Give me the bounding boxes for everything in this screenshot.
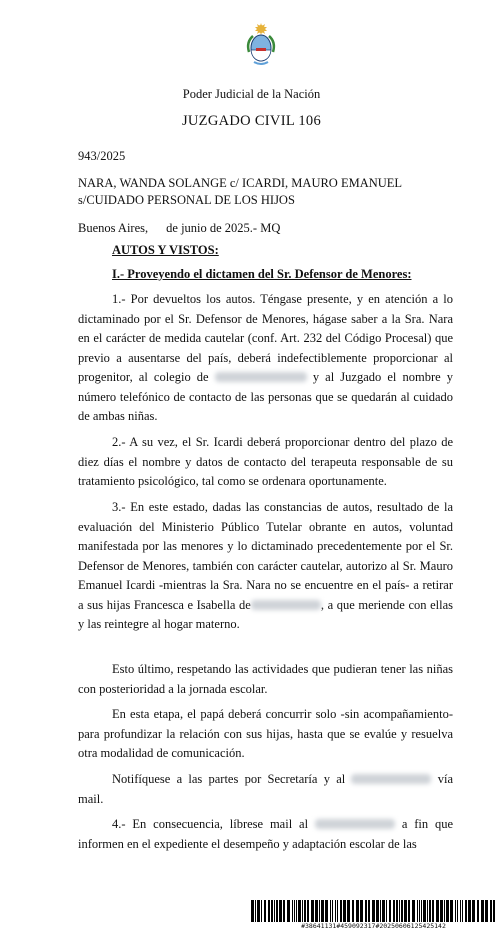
barcode-bar — [304, 900, 306, 922]
barcode-bar — [307, 900, 309, 922]
barcode-bar — [292, 900, 293, 922]
barcode-bar — [325, 900, 328, 922]
case-number: 943/2025 — [78, 149, 126, 163]
barcode-bar — [436, 900, 439, 922]
barcode-bar — [311, 900, 314, 922]
barcode-bar — [372, 900, 375, 922]
date-place: Buenos Aires, — [78, 221, 149, 235]
court-name: Poder Judicial de la Nación — [182, 87, 321, 101]
paragraph-5 — [78, 705, 453, 764]
paragraph-4-text: Esto último, respetando las actividades que pudieran tener las niñas con posterioridad a la jornada escolar. — [78, 662, 453, 696]
document-barcode — [251, 900, 496, 922]
barcode-bar — [404, 900, 407, 922]
barcode-bar — [399, 900, 400, 922]
barcode-bar — [330, 900, 331, 922]
barcode-bar — [296, 900, 297, 922]
barcode-bar — [347, 900, 350, 922]
argentina-coat-of-arms-icon — [244, 22, 278, 66]
barcode-bar — [264, 900, 266, 922]
paragraph-7-text-b: a fin que informen en el expediente el desempeño y adaptación escolar de las — [78, 817, 454, 851]
paragraph-5-text: En esta etapa, el papá deberá concurrir solo -sin acompañamiento- para profundizar la relación con sus hijas, hasta que se evalúe y resuelva otra modalidad de comunicación. — [78, 707, 453, 760]
barcode-bar — [389, 900, 391, 922]
barcode-bar — [315, 900, 318, 922]
date-text: de junio de 2025.- MQ — [166, 221, 281, 235]
barcode-bar — [271, 900, 273, 922]
caratula-line-2: s/CUIDADO PERSONAL DE LOS HIJOS — [78, 193, 295, 207]
barcode-bar — [382, 900, 385, 922]
barcode-bar — [343, 900, 346, 922]
paragraph-1-text-b: y al Juzgado el nombre y número telefónico de contacto de las personas que se quedarán al cuidado de ambas niñas. — [78, 370, 454, 423]
barcode-bar — [465, 900, 467, 922]
redacted-school-name — [251, 600, 321, 610]
barcode-bar — [352, 900, 354, 922]
paragraph-3-text-b: , a que meriende con ellas y las reintegre al hogar materno. — [78, 597, 453, 631]
barcode-bar — [481, 900, 484, 922]
paragraph-6-text-b: vía mail. — [78, 772, 454, 806]
barcode-bar — [365, 900, 367, 922]
paragraph-6 — [78, 770, 453, 809]
paragraph-1-text-a: 1.- Por devueltos los autos. Téngase presente, y en atención a lo dictaminado por el Sr. Defensor de Menores, hágase saber a la Sra. Nara en el carácter de medida cautelar (conf. Art. 232 del Código Procesal) que previo a ausentarse del país, deberá indefectiblemente proporcionar al progenitor, al colegio de — [78, 292, 453, 384]
barcode-bar — [446, 900, 449, 922]
barcode-bar — [490, 900, 492, 922]
barcode-bar — [376, 900, 379, 922]
barcode-bar — [276, 900, 278, 922]
barcode-bar — [419, 900, 420, 922]
barcode-bar — [412, 900, 415, 922]
barcode-bar — [321, 900, 324, 922]
paragraph-2 — [78, 433, 453, 492]
barcode-bar — [386, 900, 387, 922]
barcode-bar — [485, 900, 488, 922]
paragraph-6-text-a: Notifíquese a las partes por Secretaría y al — [112, 772, 346, 786]
barcode-bar — [335, 900, 336, 922]
barcode-bar — [360, 900, 363, 922]
barcode-bar — [340, 900, 342, 922]
barcode-bar — [432, 900, 434, 922]
barcode-bar — [255, 900, 256, 922]
barcode-bar — [283, 900, 285, 922]
barcode-bar — [401, 900, 403, 922]
barcode-bar — [337, 900, 338, 922]
date-line — [78, 221, 280, 236]
paragraph-2-text: 2.- A su vez, el Sr. Icardi deberá proporcionar dentro del plazo de diez días el nombre y datos de contacto del terapeuta responsable de su tratamiento psicológico, tal como se ordenara oportunamente. — [78, 435, 453, 488]
juzgado-title: JUZGADO CIVIL 106 — [181, 113, 322, 129]
paragraph-3 — [78, 498, 453, 635]
redacted-school-name — [351, 774, 431, 784]
barcode-bar — [493, 900, 495, 922]
barcode-bar — [457, 900, 458, 922]
barcode-bar — [455, 900, 456, 922]
paragraph-4 — [78, 660, 453, 699]
section-1-heading: I.- Proveyendo el dictamen del Sr. Defensor de Menores: — [112, 267, 412, 281]
barcode-bar — [261, 900, 262, 922]
redacted-school-name — [315, 819, 395, 829]
barcode-bar — [444, 900, 445, 922]
barcode-bar — [319, 900, 320, 922]
barcode-bar — [294, 900, 295, 922]
barcode-bar — [462, 900, 463, 922]
barcode-bar — [274, 900, 275, 922]
barcode-bar — [393, 900, 395, 922]
barcode-bar — [408, 900, 410, 922]
barcode-bar — [468, 900, 471, 922]
barcode-bar — [472, 900, 475, 922]
caratula-line-1: NARA, WANDA SOLANGE c/ ICARDI, MAURO EMANUEL — [78, 176, 403, 190]
autos-heading: AUTOS Y VISTOS: — [112, 243, 219, 257]
barcode-bar — [356, 900, 359, 922]
barcode-bar — [417, 900, 418, 922]
barcode-bar — [450, 900, 453, 922]
barcode-number: #38641131#459092317#20250606125425142 — [301, 922, 446, 930]
paragraph-1 — [78, 290, 453, 427]
barcode-bar — [298, 900, 301, 922]
barcode-bar — [477, 900, 479, 922]
barcode-bar — [332, 900, 333, 922]
barcode-bar — [380, 900, 381, 922]
barcode-bar — [396, 900, 398, 922]
barcode-bar — [279, 900, 282, 922]
barcode-bar — [368, 900, 370, 922]
barcode-bar — [427, 900, 428, 922]
barcode-bar — [257, 900, 260, 922]
barcode-bar — [302, 900, 303, 922]
paragraph-3-text-a: 3.- En este estado, dadas las constancias de autos, resultado de la evaluación del Ministerio Público Tutelar obrante en autos, voluntad manifestada por las menores y lo dictaminado precedentemente por el Sr. Defensor de Menores, también con carácter cautelar, autorizo al Sr. Mauro Emanuel Icardi -mientras la Sra. Nara no se encuentre en el país- a retirar a sus hijas Francesca e Isabella de — [78, 500, 453, 612]
barcode-bar — [460, 900, 461, 922]
paragraph-7-text-a: 4.- En consecuencia, líbrese mail al — [112, 817, 309, 831]
paragraph-7 — [78, 815, 453, 854]
barcode-bar — [287, 900, 290, 922]
barcode-bar — [268, 900, 270, 922]
barcode-bar — [423, 900, 426, 922]
barcode-bar — [421, 900, 422, 922]
barcode-bar — [429, 900, 431, 922]
barcode-bar — [440, 900, 443, 922]
redacted-school-name — [215, 372, 307, 382]
barcode-bar — [251, 900, 254, 922]
